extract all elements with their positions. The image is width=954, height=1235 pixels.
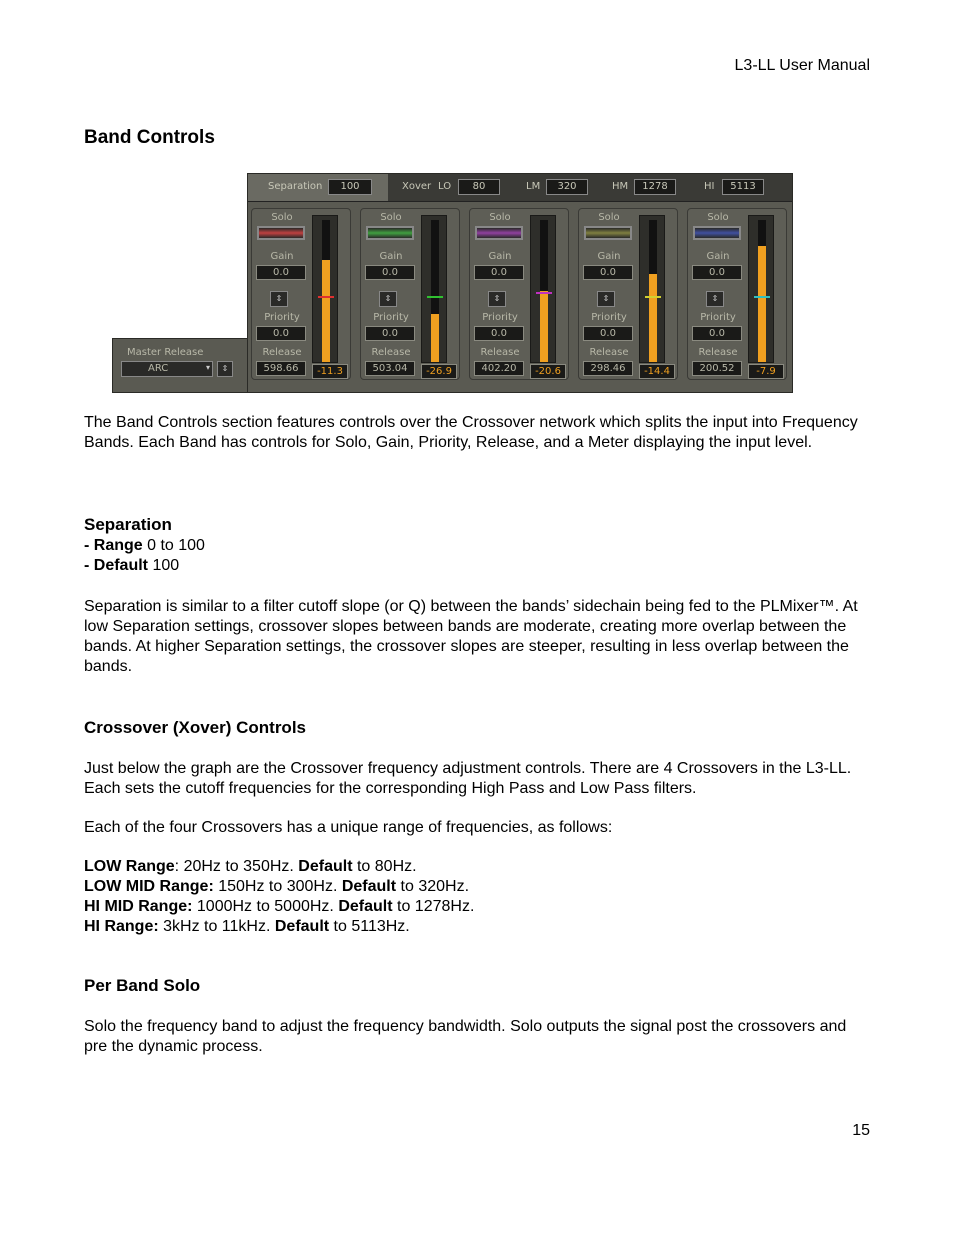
- master-release-stepper[interactable]: [217, 361, 233, 377]
- priority-field[interactable]: 0.0: [583, 326, 633, 341]
- master-release-dropdown[interactable]: [121, 361, 213, 377]
- separation-heading: Separation: [84, 515, 172, 534]
- priority-stepper[interactable]: [706, 291, 724, 307]
- priority-label: Priority: [373, 312, 409, 323]
- priority-stepper[interactable]: [597, 291, 615, 307]
- range-label: LOW MID Range:: [84, 878, 214, 895]
- level-meter: [530, 215, 556, 363]
- release-field[interactable]: 402.20: [474, 361, 524, 376]
- priority-stepper[interactable]: [488, 291, 506, 307]
- meter-threshold-marker[interactable]: [645, 296, 661, 298]
- range-default-text: to 320Hz.: [396, 878, 470, 895]
- xover-lo-label: LO: [438, 181, 452, 192]
- meter-fill: [322, 260, 330, 362]
- priority-field[interactable]: 0.0: [256, 326, 306, 341]
- band-1: [251, 208, 351, 380]
- stepper-icon: ⇕: [602, 294, 610, 303]
- xover-body-1: Just below the graph are the Crossover frequency adjustment controls. There are 4 Crossovers in the L3-LL. Each sets the cutoff frequencies for the corresponding High Pass and Low Pass filters.: [84, 760, 852, 797]
- release-field[interactable]: 598.66: [256, 361, 306, 376]
- priority-field[interactable]: 0.0: [474, 326, 524, 341]
- priority-label: Priority: [482, 312, 518, 323]
- stepper-icon: ⇕: [711, 294, 719, 303]
- range-line: [84, 917, 870, 937]
- meter-threshold-marker[interactable]: [536, 292, 552, 294]
- meter-fill: [540, 291, 548, 362]
- master-release-label: Master Release: [127, 347, 204, 358]
- range-default-label: Default: [274, 918, 330, 935]
- range-label: HI Range:: [84, 918, 159, 935]
- meter-threshold-marker[interactable]: [754, 296, 770, 298]
- band-5: [687, 208, 787, 380]
- stepper-icon: ⇕: [275, 294, 283, 303]
- range-default-label: Default: [341, 878, 397, 895]
- band-controls-body: The Band Controls section features controls over the Crossover network which splits the input into Frequency Bands. Each Band has controls for Solo, Gain, Priority, Release, and a Meter displaying the input level.: [84, 414, 858, 451]
- range-line: [84, 857, 870, 877]
- separation-default: [84, 556, 179, 576]
- separation-area: [248, 174, 388, 201]
- range-line: [84, 897, 870, 917]
- range-text: 3kHz to 11kHz.: [158, 918, 275, 935]
- gain-label: Gain: [597, 251, 621, 262]
- range-line: [84, 877, 870, 897]
- gain-field[interactable]: 0.0: [256, 265, 306, 280]
- master-release-section: [112, 338, 252, 393]
- gain-field[interactable]: 0.0: [365, 265, 415, 280]
- solo-label: Solo: [598, 212, 620, 223]
- solo-button[interactable]: [257, 226, 305, 240]
- priority-label: Priority: [591, 312, 627, 323]
- priority-stepper[interactable]: [379, 291, 397, 307]
- level-meter: [421, 215, 447, 363]
- stepper-icon: ⇕: [221, 364, 229, 373]
- xover-label: Xover: [402, 181, 432, 192]
- xover-hi-label: HI: [704, 181, 715, 192]
- meter-value: -11.3: [312, 364, 348, 379]
- solo-label: Solo: [489, 212, 511, 223]
- range-default-label: Default: [298, 858, 353, 875]
- gain-field[interactable]: 0.0: [692, 265, 742, 280]
- separation-range-value: 0 to 100: [142, 537, 205, 554]
- crossover-bar: [248, 174, 792, 202]
- xover-hm-field[interactable]: 1278: [634, 179, 676, 195]
- gain-label: Gain: [379, 251, 403, 262]
- priority-field[interactable]: 0.0: [692, 326, 742, 341]
- meter-slot: [431, 220, 439, 362]
- priority-label: Priority: [700, 312, 736, 323]
- page-header: L3-LL User Manual: [734, 57, 870, 74]
- ranges-list: [84, 857, 870, 937]
- separation-body: Separation is similar to a filter cutoff slope (or Q) between the bands’ sidechain being fed to the PLMixer™. At low Separation settings, crossover slopes between bands are moderate, creating more overlap between the bands. At higher Separation settings, the crossover slopes are steeper, resulting in less overlap between the bands.: [84, 598, 858, 675]
- range-text: 150Hz to 300Hz.: [213, 878, 342, 895]
- solo-button[interactable]: [693, 226, 741, 240]
- separation-label: Separation: [268, 181, 323, 192]
- level-meter: [748, 215, 774, 363]
- gain-label: Gain: [488, 251, 512, 262]
- page-number: 15: [852, 1122, 870, 1139]
- release-label: Release: [480, 347, 520, 358]
- band-4: [578, 208, 678, 380]
- solo-heading: Per Band Solo: [84, 976, 201, 995]
- bands-panel: [247, 173, 793, 393]
- gain-label: Gain: [706, 251, 730, 262]
- range-default-text: to 5113Hz.: [329, 918, 410, 935]
- solo-button[interactable]: [584, 226, 632, 240]
- release-field[interactable]: 298.46: [583, 361, 633, 376]
- release-label: Release: [371, 347, 411, 358]
- meter-fill: [649, 274, 657, 362]
- range-text: : 20Hz to 350Hz.: [174, 858, 299, 875]
- release-label: Release: [589, 347, 629, 358]
- release-field[interactable]: 200.52: [692, 361, 742, 376]
- gain-field[interactable]: 0.0: [474, 265, 524, 280]
- priority-label: Priority: [264, 312, 300, 323]
- range-label: HI MID Range:: [84, 898, 193, 915]
- release-field[interactable]: 503.04: [365, 361, 415, 376]
- stepper-icon: ⇕: [493, 294, 501, 303]
- separation-range: [84, 536, 205, 556]
- meter-slot: [649, 220, 657, 362]
- dropdown-arrow-icon: ▾: [205, 363, 210, 372]
- band-controls-panel: [112, 173, 793, 393]
- xover-lm-field[interactable]: 320: [546, 179, 588, 195]
- solo-label: Solo: [707, 212, 729, 223]
- meter-fill: [758, 246, 766, 362]
- meter-value: -14.4: [639, 364, 675, 379]
- range-text: 1000Hz to 5000Hz.: [192, 898, 339, 915]
- stepper-icon: ⇕: [384, 294, 392, 303]
- xover-heading: Crossover (Xover) Controls: [84, 718, 306, 737]
- xover-hm-label: HM: [612, 181, 629, 192]
- xover-lo-field[interactable]: 80: [458, 179, 500, 195]
- range-label: LOW Range: [84, 858, 175, 875]
- range-default-label: Default: [338, 898, 393, 915]
- gain-field[interactable]: 0.0: [583, 265, 633, 280]
- release-label: Release: [262, 347, 302, 358]
- level-meter: [639, 215, 665, 363]
- meter-slot: [758, 220, 766, 362]
- xover-hi-field[interactable]: 5113: [722, 179, 764, 195]
- level-meter: [312, 215, 338, 363]
- master-release-value: ARC: [148, 363, 169, 374]
- band-3: [469, 208, 569, 380]
- meter-fill: [431, 314, 439, 362]
- solo-label: Solo: [380, 212, 402, 223]
- meter-threshold-marker[interactable]: [427, 296, 443, 298]
- meter-value: -7.9: [748, 364, 784, 379]
- meter-slot: [540, 220, 548, 362]
- meter-value: -20.6: [530, 364, 566, 379]
- priority-stepper[interactable]: [270, 291, 288, 307]
- separation-default-value: 100: [148, 557, 180, 574]
- band-controls-heading: Band Controls: [84, 127, 215, 148]
- range-default-text: to 1278Hz.: [392, 898, 475, 915]
- release-label: Release: [698, 347, 738, 358]
- solo-body: Solo the frequency band to adjust the frequency bandwidth. Solo outputs the signal post the crossovers and pre the dynamic process.: [84, 1018, 847, 1055]
- meter-slot: [322, 220, 330, 362]
- gain-label: Gain: [270, 251, 294, 262]
- solo-button[interactable]: [366, 226, 414, 240]
- range-default-text: to 80Hz.: [352, 858, 417, 875]
- solo-label: Solo: [271, 212, 293, 223]
- meter-value: -26.9: [421, 364, 457, 379]
- band-2: [360, 208, 460, 380]
- xover-body-2: Each of the four Crossovers has a unique range of frequencies, as follows:: [84, 819, 613, 836]
- separation-range-label: - Range: [84, 537, 143, 554]
- meter-threshold-marker[interactable]: [318, 296, 334, 298]
- xover-lm-label: LM: [526, 181, 541, 192]
- separation-field[interactable]: 100: [328, 179, 372, 195]
- separation-default-label: - Default: [84, 557, 148, 574]
- solo-button[interactable]: [475, 226, 523, 240]
- priority-field[interactable]: 0.0: [365, 326, 415, 341]
